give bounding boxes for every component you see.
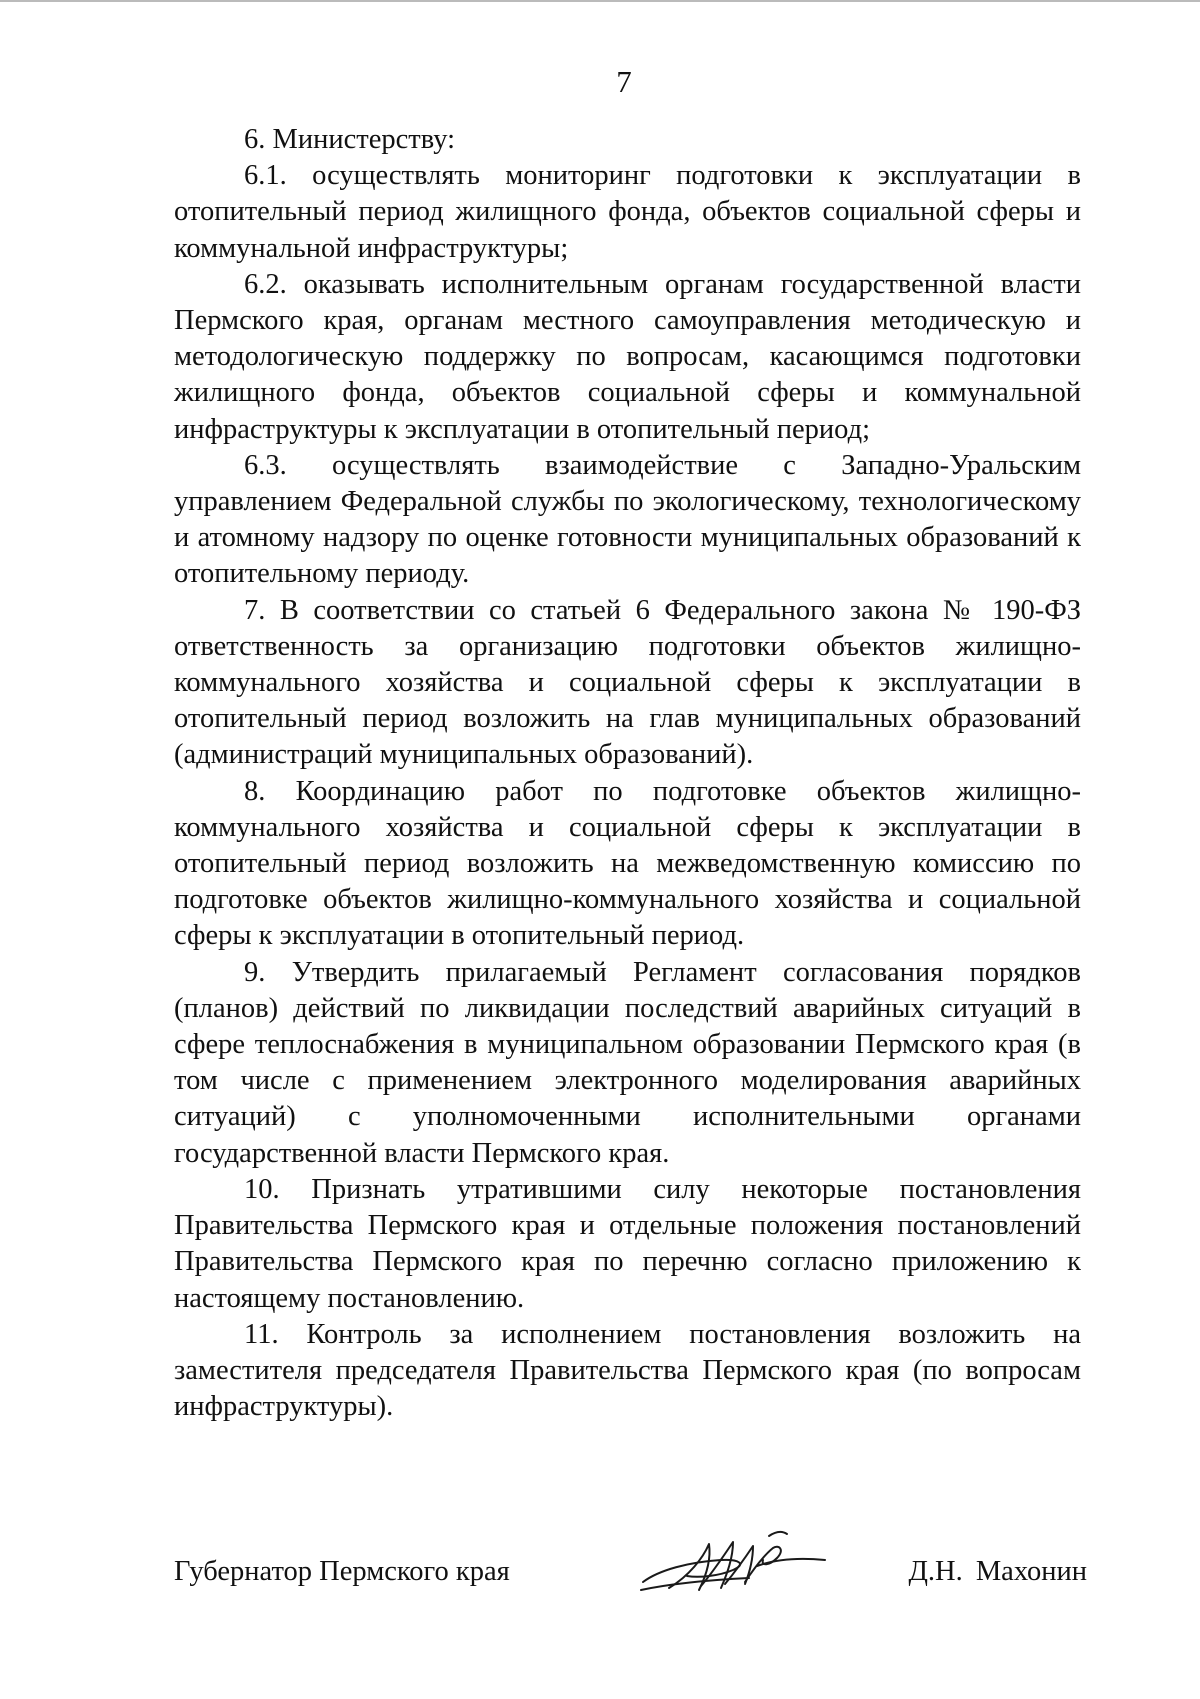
handwritten-signature <box>629 1524 829 1604</box>
document-body <box>174 122 1081 1425</box>
paragraph-6-3: 6.3. осуществлять взаимодействие с Западно-Уральским управлением Федеральной службы по экологическому, технологическому и атомному надзору по оценке готовности муниципальных образований к отопительному периоду. <box>174 449 1081 590</box>
paragraph-7: 7. В соответствии со статьей 6 Федерального закона № 190-ФЗ ответственность за организацию подготовки объектов жилищно-коммунального хозяйства и социальной сферы к эксплуатации в отопительный период возложить на глав муниципальных образований (администраций муниципальных образований). <box>174 594 1081 771</box>
paragraph-9: 9. Утвердить прилагаемый Регламент согласования порядков (планов) действий по ликвидации последствий аварийных ситуаций в сфере теплоснабжения в муниципальном образовании Пермского края (в том числе с применением электронного моделирования аварийных ситуаций) с уполномоченными исполнительными органами государственной власти Пермского края. <box>174 956 1081 1169</box>
signature-block <box>174 1540 1087 1600</box>
paragraph-11: 11. Контроль за исполнением постановления возложить на заместителя председателя Правительства Пермского края (по вопросам инфраструктуры). <box>174 1318 1081 1423</box>
signatory-position: Губернатор Пермского края <box>174 1556 510 1587</box>
scan-top-edge <box>0 0 1200 2</box>
page-number: 7 <box>616 64 632 99</box>
paragraph-6-2: 6.2. оказывать исполнительным органам государственной власти Пермского края, органам местного самоуправления методическую и методологическую поддержку по вопросам, касающимся подготовки жилищного фонда, объектов социальной сферы и коммунальной инфраструктуры к эксплуатации в отопительный период; <box>174 268 1081 445</box>
paragraph-10: 10. Признать утратившими силу некоторые постановления Правительства Пермского края и отдельные положения постановлений Правительства Пермского края по перечню согласно приложению к настоящему постановлению. <box>174 1173 1081 1314</box>
signatory-name: Д.Н. Махонин <box>908 1556 1087 1587</box>
paragraph-8: 8. Координацию работ по подготовке объектов жилищно-коммунального хозяйства и социальной сферы к эксплуатации в отопительный период возложить на межведомственную комиссию по подготовке объектов жилищно-коммунального хозяйства и социальной сферы к эксплуатации в отопительный период. <box>174 775 1081 952</box>
paragraph-6: 6. Министерству: <box>244 124 455 155</box>
paragraph-6-1: 6.1. осуществлять мониторинг подготовки к эксплуатации в отопительный период жилищного фонда, объектов социальной сферы и коммунальной инфраструктуры; <box>174 160 1081 264</box>
